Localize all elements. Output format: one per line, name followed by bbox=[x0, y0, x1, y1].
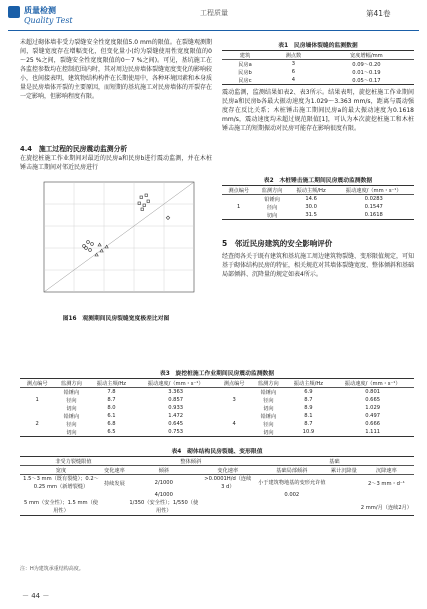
table-cell: 0.002 bbox=[284, 492, 300, 498]
table-cell: 1/350（安全性）；1/550（使用性） bbox=[129, 500, 199, 514]
journal-section-cn: 质量检测 bbox=[24, 6, 56, 15]
table-cell bbox=[359, 491, 414, 499]
table-cell: 铅锤向 bbox=[63, 413, 80, 420]
table-cell: 4 bbox=[232, 421, 236, 427]
table-row bbox=[20, 412, 414, 420]
table-cell: 1.029 bbox=[365, 405, 381, 411]
table-header-cell: 建筑 bbox=[239, 52, 251, 59]
table-cell bbox=[329, 475, 359, 492]
table-cell: 2/1000 bbox=[154, 480, 173, 486]
table-header-cell: 宽度增幅/mm bbox=[350, 52, 383, 59]
table-cell: 径向 bbox=[66, 421, 77, 428]
table-cell: 0.801 bbox=[365, 389, 381, 395]
table-row bbox=[20, 396, 414, 404]
table-header-cell: 振动速度/（mm・s⁻¹） bbox=[345, 187, 402, 194]
table-header-cell: 基础 bbox=[329, 458, 340, 465]
table-header-row bbox=[222, 51, 414, 60]
table-cell: 小于建筑物地基的变形允许值 bbox=[258, 480, 326, 486]
table-cell: 1.5～3 mm（既有裂缝）；0.2～0.25 mm（新增裂缝） bbox=[23, 476, 99, 490]
table-cell: 径向 bbox=[266, 204, 278, 211]
table-cell: 8.0 bbox=[107, 405, 116, 411]
table-cell: 铅锤向 bbox=[63, 389, 80, 396]
table-header-cell: 监测方向 bbox=[61, 380, 82, 387]
table-row bbox=[222, 60, 414, 69]
table-header-cell: 振动主频/Hz bbox=[296, 187, 326, 194]
journal-section-en: Quality Test bbox=[24, 16, 73, 25]
table-cell bbox=[20, 404, 54, 412]
table-cell: 8.1 bbox=[304, 413, 313, 419]
table-cell: 8.7 bbox=[107, 397, 116, 403]
header-divider bbox=[8, 30, 419, 31]
table-cell bbox=[329, 491, 359, 499]
table-cell: 0.645 bbox=[168, 421, 184, 427]
table-header-row bbox=[222, 186, 414, 195]
table-cell: 30.0 bbox=[305, 204, 317, 210]
table-cell: 3 bbox=[232, 397, 236, 403]
table-cell: 1.472 bbox=[168, 413, 184, 419]
page-number: － 44 － bbox=[22, 592, 50, 600]
table-header-cell: 整体倾斜 bbox=[180, 458, 202, 465]
table-cell bbox=[329, 499, 359, 516]
table-row bbox=[20, 491, 414, 499]
table-header-cell: 变化速率 bbox=[217, 467, 239, 474]
table-cell: 径向 bbox=[263, 397, 274, 404]
table-cell: 0.05～0.17 bbox=[352, 77, 381, 84]
table-header-cell: 累计沉降量 bbox=[330, 467, 357, 474]
table-header-row bbox=[20, 466, 414, 475]
table-row bbox=[20, 499, 414, 516]
table-cell: 切向 bbox=[263, 429, 274, 436]
table-cell: >0.0001H/d（连续3 d） bbox=[204, 476, 252, 490]
table-cell: 6.9 bbox=[304, 389, 313, 395]
table-row bbox=[222, 203, 414, 211]
table-cell bbox=[20, 491, 102, 499]
table-cell: 2 bbox=[35, 421, 39, 427]
journal-title: 工程质量 bbox=[200, 9, 228, 17]
table-row bbox=[222, 211, 414, 220]
table-cell: 3 bbox=[291, 61, 296, 67]
table-cell: 0.09～0.20 bbox=[352, 61, 381, 68]
table-cell bbox=[222, 211, 255, 220]
table-cell: 民房b bbox=[238, 69, 252, 76]
table-cell: 径向 bbox=[66, 397, 77, 404]
table-cell: 4/1000 bbox=[154, 492, 173, 498]
table-cell: 6.8 bbox=[107, 421, 116, 427]
table-cell bbox=[20, 428, 54, 437]
right-paragraph-2: 经查阅各关于既有建筑和基坑施工周边建筑物裂缝、变形限值规定，可知基于砌体结构民房的特征，相关规范对其墙体裂缝宽度、整体倾斜和基础局部倾斜、沉降量的规定如表4所示。 bbox=[222, 253, 415, 278]
table-row bbox=[222, 195, 414, 204]
table-cell: 8.7 bbox=[304, 421, 313, 427]
table-cell bbox=[217, 428, 251, 437]
table-header-row bbox=[20, 379, 414, 388]
section-5-heading: 5 邻近民房建筑的安全影响评价 bbox=[222, 239, 333, 248]
right-paragraph-1: 震动监测，监测结果如表2、表3所示。结果表明，旋挖桩施工作业期间民房a和民房b各最大振动速度为1.029～3.363 mm/s，距离与震动强度存在反比关系；木桩锤击施工期间民房a的最大振动速度为0.1618 mm/s，震动速度均未超过规范限值[1]，可认为本次旋挖桩施工和木桩锤击施工的短期振动对民房可能存在影响很度有限。 bbox=[222, 89, 414, 132]
table-row bbox=[222, 76, 414, 85]
table-cell bbox=[102, 491, 127, 499]
table-cell bbox=[255, 499, 329, 516]
table-cell: 民房c bbox=[238, 77, 252, 84]
table-header-cell: 振动主频/Hz bbox=[293, 380, 323, 387]
table-2 bbox=[222, 185, 414, 220]
table-cell bbox=[217, 404, 251, 412]
figure-16-caption: 图16 观测期间民房裂缝宽度极差比对图 bbox=[62, 316, 170, 322]
table-cell: 0.666 bbox=[365, 421, 381, 427]
table-header-cell: 测点编号 bbox=[26, 380, 48, 387]
table-cell bbox=[20, 388, 54, 397]
table-header-cell: 振动速度/（mm・s⁻¹） bbox=[147, 380, 204, 387]
table-cell: 切向 bbox=[263, 405, 274, 412]
table-header-cell: 监测方向 bbox=[261, 187, 283, 194]
table-header-cell: 宽度 bbox=[55, 467, 67, 474]
table-cell: 0.1547 bbox=[364, 204, 383, 210]
table-cell: 铅锤向 bbox=[264, 196, 280, 203]
figure-16-plot bbox=[26, 178, 206, 310]
table-3 bbox=[20, 378, 414, 437]
table-cell: 切向 bbox=[66, 405, 77, 412]
section-4-4-heading: 4.4 施工过程的民房震动监测分析 bbox=[20, 145, 128, 153]
table-cell: 1 bbox=[35, 397, 39, 403]
table-cell: 1.111 bbox=[365, 429, 381, 435]
table-row bbox=[20, 388, 414, 397]
table-header-cell: 变化速率 bbox=[104, 467, 125, 474]
table-header-cell: 沉降速率 bbox=[376, 467, 397, 474]
table-cell: 3.363 bbox=[168, 389, 184, 395]
table-header-cell: 非受力裂缝限值 bbox=[55, 458, 92, 465]
table-cell: 铅锤向 bbox=[260, 389, 277, 396]
table-cell: 2 mm/月（连续2月） bbox=[360, 504, 412, 511]
table-4 bbox=[20, 456, 414, 516]
table-cell: 6 bbox=[291, 69, 296, 75]
table-header-cell: 基础局部倾斜 bbox=[276, 467, 308, 474]
table-cell bbox=[201, 491, 255, 499]
table-cell bbox=[20, 412, 54, 420]
table-cell bbox=[217, 412, 251, 420]
table-header-cell: 振动主频/Hz bbox=[96, 380, 127, 387]
table-cell: 径向 bbox=[263, 421, 274, 428]
table-3-caption: 表3 旋挖桩施工作业期间民房震动监测数据 bbox=[159, 371, 275, 377]
table-cell: 切向 bbox=[266, 212, 278, 219]
table-row bbox=[222, 68, 414, 76]
table-cell: 2～3 mm・d⁻¹ bbox=[367, 480, 405, 487]
table-cell: 0.857 bbox=[168, 397, 184, 403]
table-4-caption: 表4 砌体结构民房裂缝、变形限值 bbox=[171, 449, 263, 455]
table-header-cell: 倾斜 bbox=[158, 467, 169, 474]
table-2-caption: 表2 木桩锤击施工期间民房震动监测数据 bbox=[263, 178, 373, 184]
table-cell: 0.665 bbox=[365, 397, 381, 403]
table-cell: 14.6 bbox=[305, 196, 317, 202]
table-row bbox=[20, 428, 414, 437]
table-cell: 5 mm（安全性）；1.5 mm（使用性） bbox=[24, 500, 98, 514]
table-cell: 10.9 bbox=[302, 429, 315, 435]
table-header-cell: 测点数 bbox=[285, 52, 302, 59]
table-cell: 4 bbox=[291, 77, 296, 83]
table-cell: 8.9 bbox=[304, 405, 313, 411]
table-cell: 0.933 bbox=[168, 405, 184, 411]
table-cell bbox=[102, 499, 127, 516]
table-cell: 切向 bbox=[66, 429, 77, 436]
table-cell: 0.753 bbox=[168, 429, 184, 435]
table-header-cell: 监测方向 bbox=[257, 380, 279, 387]
table-cell bbox=[217, 388, 251, 397]
table-cell: 31.5 bbox=[305, 212, 317, 218]
table-cell: 0.1618 bbox=[364, 212, 383, 218]
table-cell: 0.497 bbox=[365, 413, 381, 419]
volume-label: 第41卷 bbox=[366, 9, 391, 18]
table-group-header-row bbox=[20, 457, 414, 466]
table-4-footnote: 注：H为建筑承重结构高度。 bbox=[20, 566, 84, 572]
table-cell: 6.5 bbox=[107, 429, 116, 435]
table-1-caption: 表1 民房墙体裂缝的监测数据 bbox=[278, 43, 358, 49]
table-cell: 1 bbox=[237, 204, 241, 210]
table-cell: 铅锤向 bbox=[260, 413, 277, 420]
table-header-cell: 振动速度/（mm・s⁻¹） bbox=[344, 380, 401, 387]
left-paragraph-2: 在旋挖桩施工作业期间对最近的民房a和民房b进行震动监测，并在木桩锤击施工期间对邻近民房进行 bbox=[20, 155, 212, 171]
journal-logo bbox=[8, 6, 20, 18]
table-cell: 7.8 bbox=[107, 389, 116, 395]
table-cell: 0.01～0.19 bbox=[352, 69, 381, 76]
table-cell: 6.1 bbox=[107, 413, 116, 419]
table-row bbox=[20, 475, 414, 492]
table-cell bbox=[201, 499, 255, 516]
table-header-cell: 测点编号 bbox=[228, 187, 250, 194]
table-1 bbox=[222, 50, 414, 85]
left-paragraph-1: 未超过砌体墙非受力裂缝安全性宽度限值5.0 mm的限值。在裂缝观测期间，裂缝宽度存在增幅变化，但变化量小(约为裂缝使用性宽度限值的0～25 %之间，裂缝安全性宽度限值的0～7 %之间)。可见，基坑施工在各监控参数均在控制范围内时，其对周边民房墙体裂缝宽度变化的影响较小，也间接表明，建筑物结构构件在长期使用中，各种环境因素和本身质量是民房墙体开裂的主要原因，而短期的基坑施工对民房墙体的开裂存在一定影响，但影响程度有限。 bbox=[20, 39, 213, 100]
table-cell bbox=[222, 195, 255, 204]
table-row bbox=[20, 420, 414, 428]
table-header-cell: 测点编号 bbox=[223, 380, 245, 387]
table-cell: 持续发展 bbox=[104, 480, 125, 487]
table-cell: 民房a bbox=[238, 61, 252, 68]
table-cell: 0.0283 bbox=[364, 196, 383, 202]
table-row bbox=[20, 404, 414, 412]
table-cell: 8.7 bbox=[304, 397, 313, 403]
